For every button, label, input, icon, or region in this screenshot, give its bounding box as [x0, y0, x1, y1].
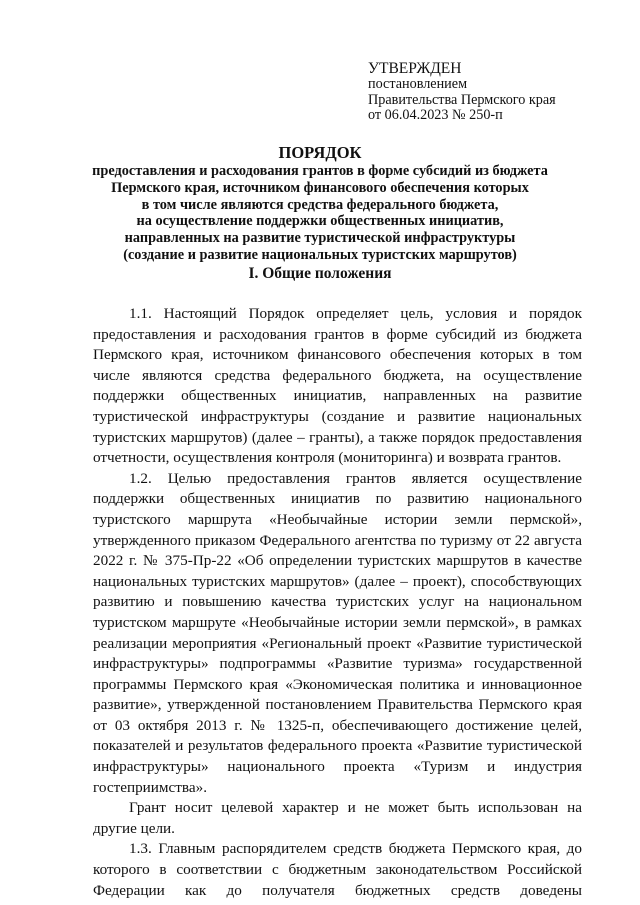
approval-line: от 06.04.2023 № 250-п [368, 107, 503, 124]
document-subtitle [60, 163, 580, 264]
subtitle-line: предоставления и расходования грантов в форме субсидий из бюджета [92, 163, 548, 179]
subtitle-line: в том числе являются средства федерального бюджета, [141, 196, 499, 213]
subtitle-line: Пермского края, источником финансового обеспечения которых [111, 179, 529, 196]
paragraph-1-2: 1.2. Целью предоставления грантов является осуществление поддержки общественных инициатив по развитию национального туристского маршрута «Необычайные истории земли пермской», утвержденного приказом Федерального агентства по туризму от 22 августа 2022 г. № 375-Пр-22 «Об определении туристских маршрутов в качестве национальных туристских маршрутов» (далее – проект), способствующих развитию и повышению качества туристских услуг на национальном туристском маршруте «Необычайные истории земли пермской», в рамках реализации мероприятия «Региональный проект «Развитие туристической инфраструктуры» подпрограммы «Развитие туризма» государственной программы Пермского края «Экономическая политика и инновационное развитие», утвержденной постановлением Правительства Пермского края от 03 октября 2013 г. № 1325-п, обеспечивающего достижение целей, показателей и результатов федерального проекта «Развитие туристической инфраструктуры» национального проекта «Туризм и индустрия гостеприимства». [93, 469, 582, 796]
approval-stamp [368, 60, 556, 124]
paragraph-1-1: 1.1. Настоящий Порядок определяет цель, условия и порядок предоставления и расходования грантов в форме субсидий из бюджета Пермского края, источником финансового обеспечения которых в том числе являются средства федерального бюджета, на осуществление поддержки общественных инициатив, направленных на развитие туристической инфраструктуры (создание и развитие национальных туристских маршрутов) (далее – гранты), а также порядок предоставления отчетности, осуществления контроля (мониторинга) и возврата грантов. [93, 305, 582, 467]
paragraph-1-3: 1.3. Главным распорядителем средств бюджета Пермского края, до которого в соответствии с бюджетным законодательством Российской Федерации как до получателя бюджетных средств доведены [93, 840, 582, 899]
document-title: ПОРЯДОК [278, 143, 362, 162]
subtitle-line: (создание и развитие национальных туристских маршрутов) [123, 246, 517, 263]
paragraph-grant-purpose: Грант носит целевой характер и не может быть использован на другие цели. [93, 799, 582, 837]
subtitle-line: направленных на развитие туристической инфраструктуры [124, 230, 516, 247]
approval-line: постановлением [368, 76, 468, 92]
approval-line: Правительства Пермского края [368, 91, 556, 108]
approval-title: УТВЕРЖДЕН [368, 60, 462, 77]
document-body [93, 304, 582, 901]
subtitle-line: на осуществление поддержки общественных инициатив, [136, 213, 504, 230]
section-heading: I. Общие положения [248, 265, 392, 282]
